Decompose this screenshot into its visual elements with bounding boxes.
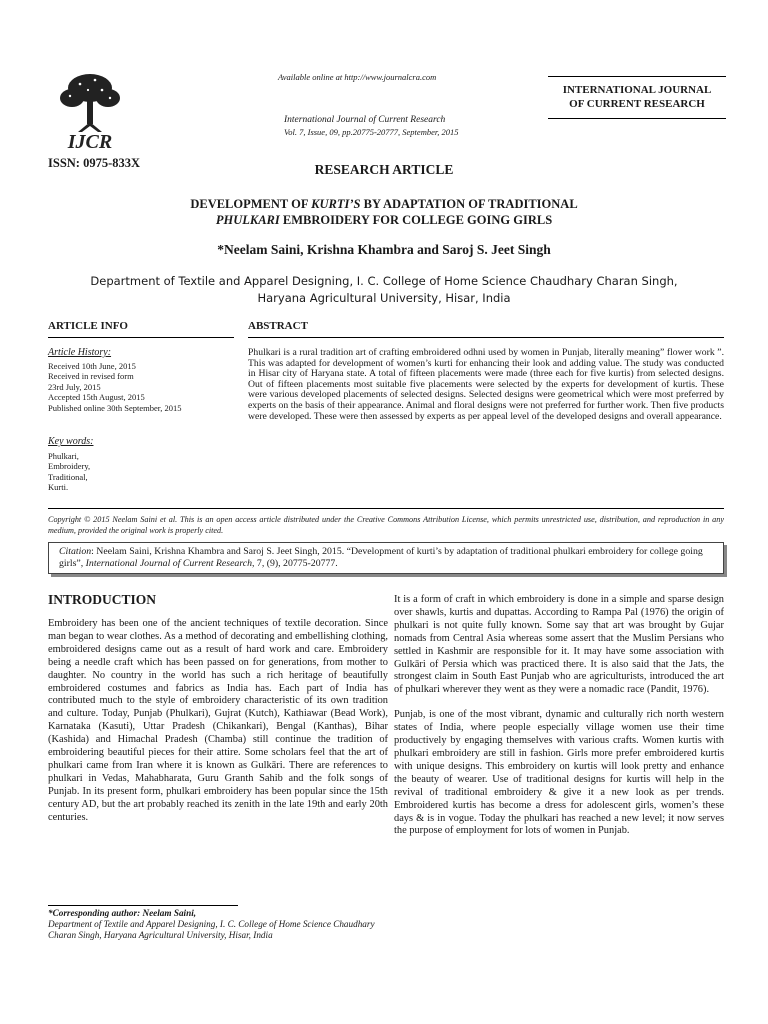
authors: *Neelam Saini, Krishna Khambra and Saroj S. Jeet Singh — [217, 242, 551, 257]
introduction-column-1: Embroidery has been one of the ancient techniques of textile decoration. Since man began to wear clothes. As a method of decorating and embellishing clothing, embroidered designs came out as a result of hard work and care. Embroidery being a needle craft which has been passed on for generations, from mother to daughter. No country in the world has such a rich heritage of beautifully embroidered costumes and fabrics as India has. Each part of India has contributed much to the style of embroidery characteristic of its own tradition and culture. Today, Punjab (Phulkari), Gujrat (Kutch), Kathiawar (Bead Work), Karnataka (Kasuti), Uttar Pradesh (Chikankari), Bengal (Kanthas), Bihar (Kashida) and Himachal Pradesh (Chamba) still continue the tradition of embroidering beautiful pieces for their attire. Some scholars feel that the art of phulkari came from Iran where it is known as Gulkāri. There are references to phulkari in Vedas, Mahabharata, Guru Granth Sahib and the folk songs of Punjab. In its present form, phulkari embroidery has been popular since the 15th century AD, but the art probably reached its zenith in the late 19th and early 20th centuries. — [48, 618, 388, 823]
history-label: Article History: — [48, 347, 112, 358]
paragraph: It is a form of craft in which embroidery is done in a simple and sparse design over shawls, kurtis and dupattas. According to Rampa Pal (1976) the origin of phulkari is not quite fully known. Some say that art was brought by Gujar nomads from Central Asia whereas some assert that the Muslim Persians who settled in Kashmir are responsible for it. It may have some association with Gulkāri of Persia which was practiced there. It is also said that the Jats, the strongest claim in South East Punjab who are agriculturists, introduced the art of phulkari wherever they went as they were a nomadic race (Pandit, 1976). — [394, 594, 724, 696]
article-history — [48, 348, 234, 413]
citation-text: : Neelam Saini, Krishna Khambra and Saroj S. Jeet Singh, 2015. “Development of kurti’s by adaptation of traditional phulkari embroidery for college going girls”, — [59, 546, 703, 569]
journal-box-title — [548, 83, 726, 111]
citation-tail: , 7, (9), 20775-20777. — [252, 558, 338, 569]
introduction-heading: INTRODUCTION — [48, 592, 157, 607]
keyword: Traditional, — [48, 471, 88, 482]
journal-name: International Journal of Current Research — [284, 115, 446, 125]
available-online[interactable]: Available online at http://www.journalcra.com — [278, 72, 437, 82]
issn: ISSN: 0975-833X — [48, 156, 141, 170]
copyright-notice: Copyright © 2015 Neelam Saini et al. This is an open access article distributed under the Creative Commons Attribution License, which permits unrestricted use, distribution, and reproduction in any medium, provided the original work is properly cited. — [48, 515, 724, 535]
received-date: Received 10th June, 2015 — [48, 360, 136, 371]
title-italic: KURTI’S — [311, 197, 361, 211]
title-line2-italic: PHULKARI — [215, 213, 280, 227]
title-part2: BY ADAPTATION OF TRADITIONAL — [360, 197, 578, 211]
keyword: Phulkari, — [48, 450, 79, 461]
article-info-heading: ARTICLE INFO — [48, 320, 128, 332]
citation-journal: International Journal of Current Research — [85, 558, 253, 569]
title-part1: DEVELOPMENT OF — [190, 197, 312, 211]
introduction-column-2 — [394, 594, 724, 850]
keyword: Embroidery, — [48, 461, 91, 471]
affiliation-line2: Haryana Agricultural University, Hisar, India — [257, 291, 511, 305]
accepted-date: Accepted 15th August, 2015 — [48, 392, 145, 402]
citation-box — [48, 542, 724, 574]
footnote-separator — [48, 905, 238, 906]
keywords — [48, 437, 234, 493]
abstract-text: Phulkari is a rural tradition art of crafting embroidered odhni used by women in Punjab, literally meaning” flower work ”. This was adapted for development of women’s kurti for enhancing their look and adding value. The study was conducted in Hisar city of Haryana state. A total of fifteen placements were made (three each for five kurtis) from selected designs. Out of fifteen placements most suitable five placements were selected by the experts for development of kurtis. These were various developed placements of selected designs. Selected designs were geometrical which were most preferred by experts on the basis of their appearance. Animal and floral designs were not preferred for further work. Then five products were developed. These were then assessed by experts as per appeal level of the developed designs and overall appearance. — [248, 347, 724, 422]
keyword: Kurti. — [48, 482, 69, 492]
volume-info: Vol. 7, Issue, 09, pp.20775-20777, September, 2015 — [284, 127, 459, 137]
footnote — [48, 908, 388, 941]
published-date: Published online 30th September, 2015 — [48, 402, 182, 413]
article-type: RESEARCH ARTICLE — [314, 162, 454, 177]
article-info-divider — [48, 337, 234, 338]
paragraph: Punjab, is one of the most vibrant, dynamic and culturally rich north western states of India, where people especially village women use their time productively by engaging themselves with various crafts. Women kurtis with phulkari embroidery are still in fashion. Girls more prefer embroidered kurtis with unique designs. This embroidery on kurtis will look pretty and enhance the beauty of wearer. Use of traditional designs for kurtis will help in the revival of traditional embroidery & give it a new look as per trends. Embroidered kurtis has become a dress for adolescent girls, women’s these days & is in vogue. Today the phulkari has reached a new level; it now serves the purpose of employment for lots of women in Punjab. — [394, 709, 724, 837]
affiliation — [70, 273, 698, 307]
logo-letters: IJCR — [67, 131, 113, 152]
info-bottom-divider — [48, 508, 724, 509]
abstract-heading: ABSTRACT — [248, 320, 308, 332]
keywords-label: Key words: — [48, 436, 94, 447]
affiliation-line1: Department of Textile and Apparel Designing, I. C. College of Home Science Chaudhary Charan Singh, — [90, 274, 678, 288]
footnote-text: Department of Textile and Apparel Designing, I. C. College of Home Science Chaudhary Charan Singh, Haryana Agricultural University, Hisar, India — [48, 919, 375, 940]
revised-line2: 23rd July, 2015 — [48, 381, 101, 392]
footnote-label: *Corresponding author: Neelam Saini, — [48, 908, 197, 918]
revised-line1: Received in revised form — [48, 371, 134, 381]
title-line2-rest: EMBROIDERY FOR COLLEGE GOING GIRLS — [279, 213, 553, 227]
citation-label: Citation — [59, 546, 92, 557]
article-title — [120, 196, 648, 228]
journal-box-line2: OF CURRENT RESEARCH — [569, 98, 705, 110]
journal-box-line1: INTERNATIONAL JOURNAL — [562, 84, 712, 96]
abstract-divider — [248, 337, 724, 338]
journal-logo — [50, 70, 130, 152]
